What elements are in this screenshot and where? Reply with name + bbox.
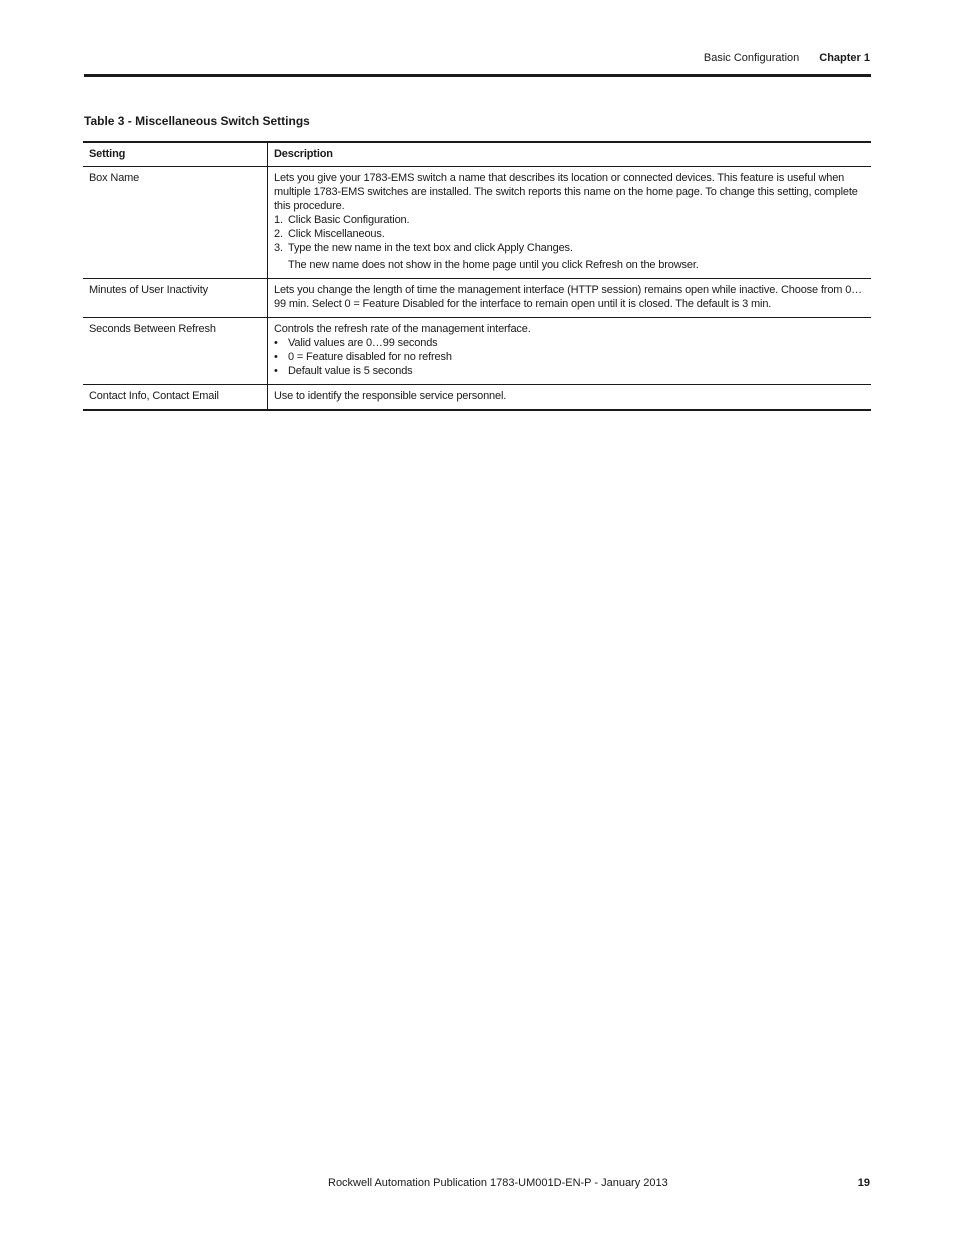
running-header [704, 52, 870, 64]
procedure-steps [274, 213, 865, 255]
header-chapter: Chapter 1 [819, 52, 870, 64]
column-header-setting: Setting [83, 142, 268, 167]
footer-publication: Rockwell Automation Publication 1783-UM001D-EN-P - January 2013 [328, 1177, 668, 1189]
setting-cell: Seconds Between Refresh [83, 318, 268, 385]
setting-cell: Minutes of User Inactivity [83, 279, 268, 318]
table-row [83, 167, 871, 279]
description-cell [268, 167, 872, 279]
procedure-step [274, 241, 865, 255]
table-row [83, 318, 871, 385]
table-row [83, 279, 871, 318]
procedure-step [274, 227, 865, 241]
step-number: 1. [274, 214, 283, 226]
bullet-text: Default value is 5 seconds [288, 365, 413, 377]
page-number: 19 [857, 1177, 870, 1189]
bullet-item [274, 364, 865, 378]
description-cell [268, 385, 872, 411]
bullet-item [274, 336, 865, 350]
bullet-text: 0 = Feature disabled for no refresh [288, 351, 452, 363]
step-note: The new name does not show in the home page until you click Refresh on the browser. [288, 259, 699, 271]
step-text: Click Miscellaneous. [288, 228, 385, 240]
bullet-icon: • [274, 337, 278, 349]
step-text: Click Basic Configuration. [288, 214, 410, 226]
header-rule [84, 74, 871, 77]
bullet-icon: • [274, 365, 278, 377]
table-header-row [83, 142, 871, 167]
bullet-list [274, 336, 865, 378]
settings-table [83, 141, 871, 411]
bullet-text: Valid values are 0…99 seconds [288, 337, 438, 349]
procedure-step [274, 213, 865, 227]
table-row [83, 385, 871, 411]
description-cell [268, 279, 872, 318]
column-header-description: Description [268, 142, 872, 167]
description-text: Use to identify the responsible service personnel. [274, 390, 507, 402]
description-cell [268, 318, 872, 385]
description-text: Lets you change the length of time the management interface (HTTP session) remains open while inactive. Choose from 0…99 min. Select 0 = Feature Disabled for the interface to remain open until it is closed. The default is 3 min. [274, 284, 863, 310]
step-number: 3. [274, 242, 283, 254]
step-text: Type the new name in the text box and click Apply Changes. [288, 242, 573, 254]
bullet-icon: • [274, 351, 278, 363]
table-title: Table 3 - Miscellaneous Switch Settings [84, 114, 310, 128]
header-section: Basic Configuration [703, 52, 800, 64]
step-number: 2. [274, 228, 283, 240]
setting-cell: Contact Info, Contact Email [83, 385, 268, 411]
description-text: Controls the refresh rate of the management interface. [274, 323, 531, 335]
description-text: Lets you give your 1783-EMS switch a name that describes its location or connected devices. This feature is useful when multiple 1783-EMS switches are installed. The switch reports this name on the home page. To change this setting, complete this procedure. [274, 172, 858, 212]
bullet-item [274, 350, 865, 364]
setting-cell: Box Name [83, 167, 268, 279]
